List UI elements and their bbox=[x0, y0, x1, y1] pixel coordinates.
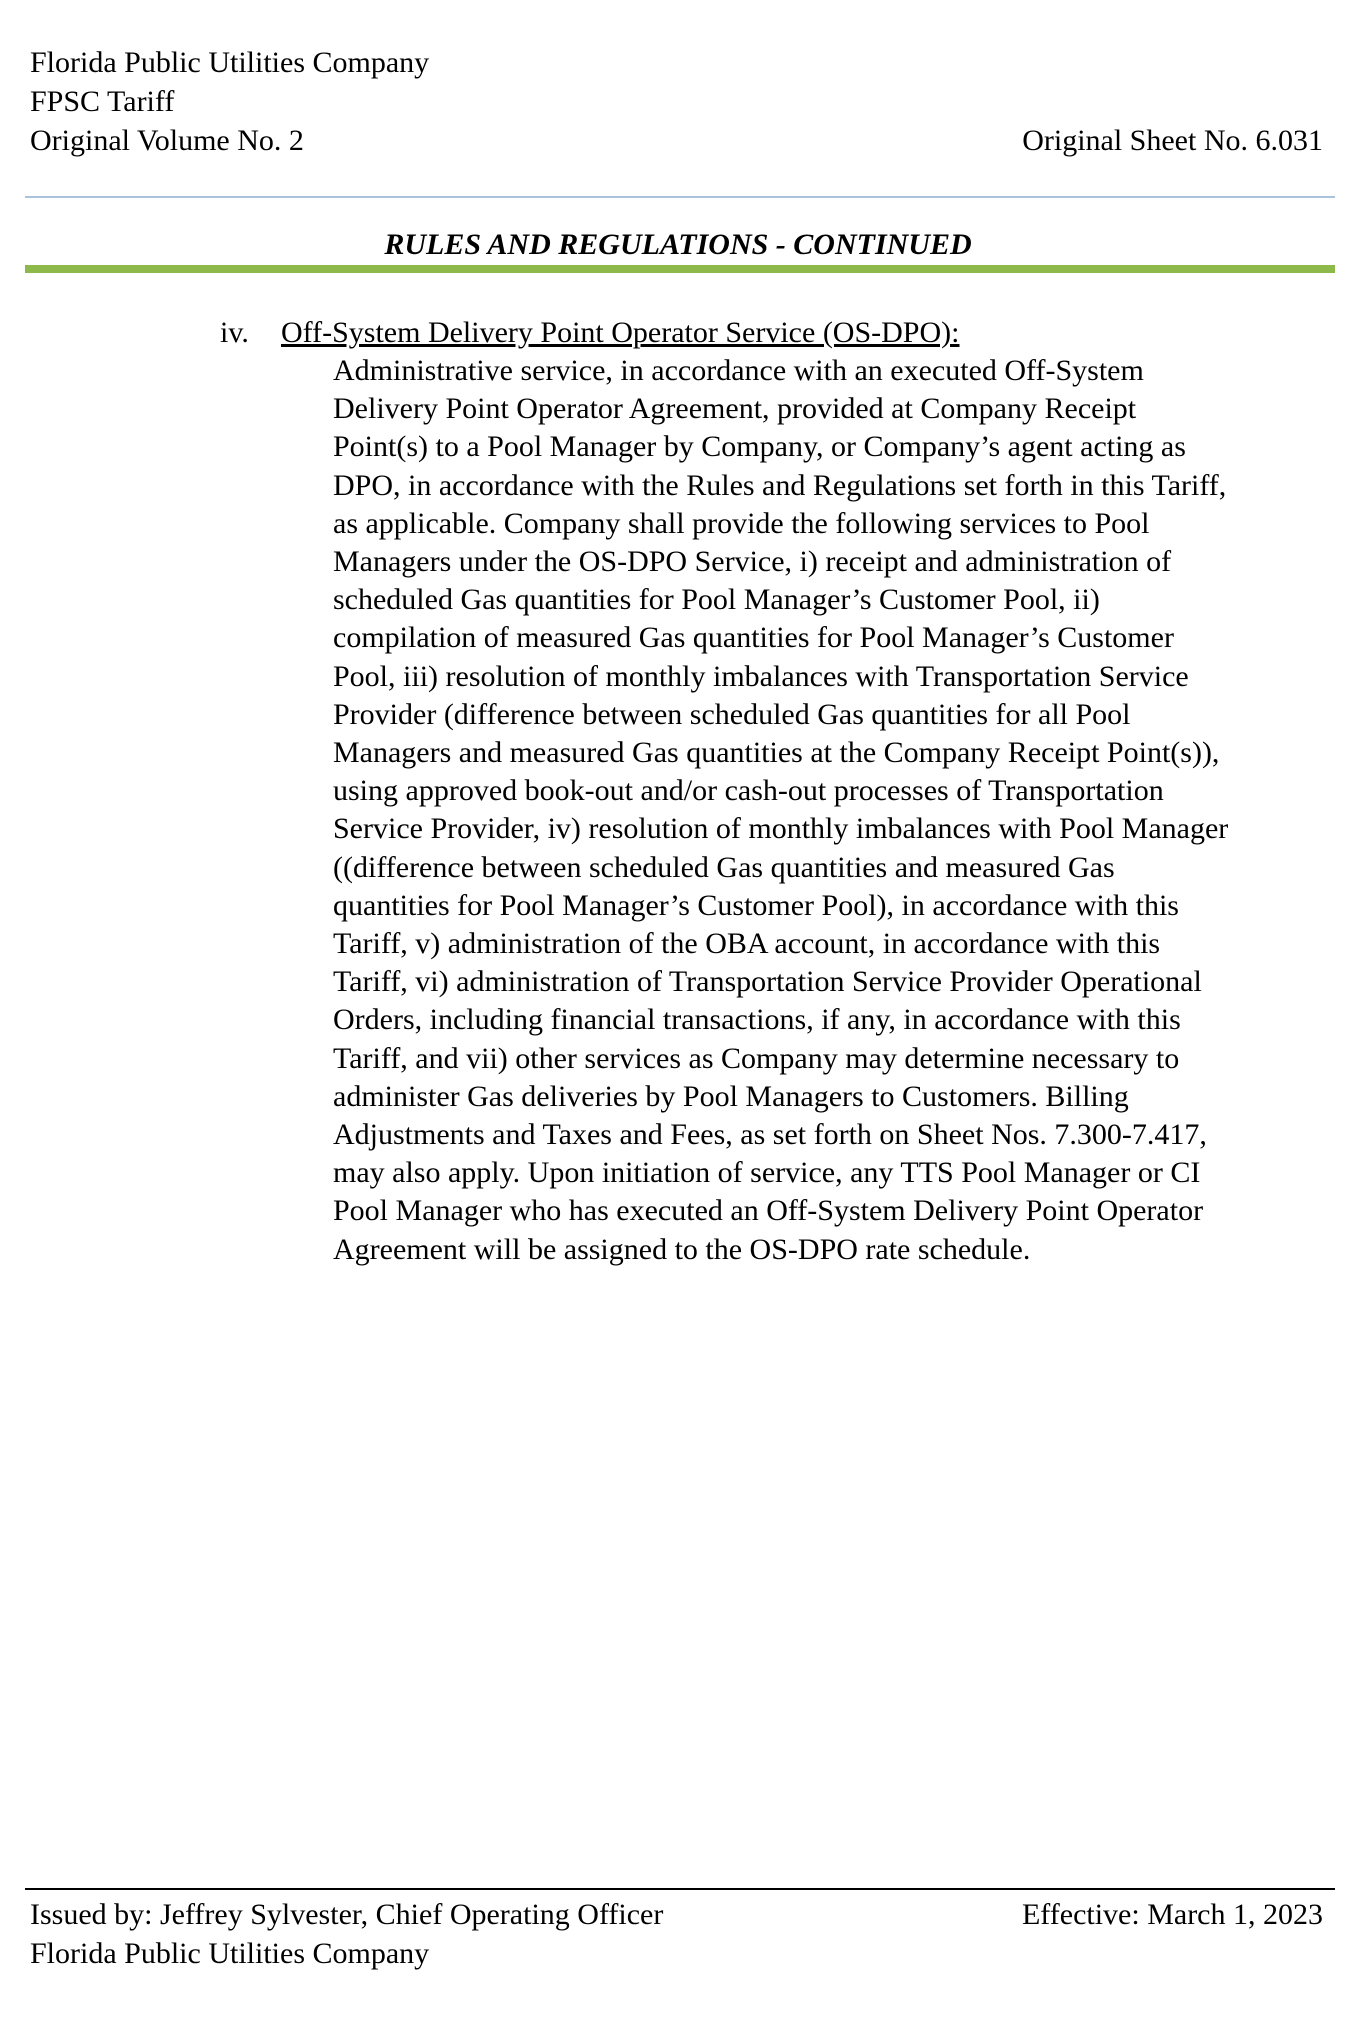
item-body-line: Delivery Point Operator Agreement, provided at Company Receipt bbox=[333, 392, 1137, 426]
item-body-line: Point(s) to a Pool Manager by Company, or Company’s agent acting as bbox=[333, 430, 1186, 464]
item-body-line: scheduled Gas quantities for Pool Manager’s Customer Pool, ii) bbox=[333, 583, 1100, 617]
item-body-line: Tariff, and vii) other services as Company may determine necessary to bbox=[333, 1041, 1180, 1075]
item-body-line: quantities for Pool Manager’s Customer Pool), in accordance with this bbox=[333, 888, 1179, 922]
header-volume: Original Volume No. 2 bbox=[30, 124, 304, 157]
item-body-line: Orders, including financial transactions, if any, in accordance with this bbox=[333, 1003, 1181, 1037]
footer-divider bbox=[25, 1888, 1335, 1890]
item-body-line: Service Provider, iv) resolution of monthly imbalances with Pool Manager bbox=[333, 812, 1229, 846]
item-body-line: ((difference between scheduled Gas quantities and measured Gas bbox=[333, 850, 1115, 884]
item-body-line: Pool Manager who has executed an Off-System Delivery Point Operator bbox=[333, 1194, 1204, 1228]
item-body-line: Managers and measured Gas quantities at the Company Receipt Point(s)), bbox=[333, 736, 1220, 770]
item-body bbox=[333, 352, 1343, 1269]
item-body-line: Managers under the OS-DPO Service, i) receipt and administration of bbox=[333, 545, 1172, 579]
section-title: RULES AND REGULATIONS - CONTINUED bbox=[384, 228, 972, 261]
item-body-line: Provider (difference between scheduled Gas quantities for all Pool bbox=[333, 697, 1131, 731]
item-body-line: Administrative service, in accordance with an executed Off-System bbox=[333, 354, 1144, 387]
item-body-line: using approved book-out and/or cash-out processes of Transportation bbox=[333, 774, 1164, 808]
item-body-line: administer Gas deliveries by Pool Managers to Customers. Billing bbox=[333, 1079, 1129, 1113]
item-body-line: Tariff, vi) administration of Transportation Service Provider Operational bbox=[333, 965, 1202, 999]
item-number: iv. bbox=[220, 316, 249, 349]
footer-issued-by: Issued by: Jeffrey Sylvester, Chief Operating Officer bbox=[30, 1898, 664, 1931]
footer-company: Florida Public Utilities Company bbox=[30, 1937, 430, 1970]
header-sheet-number: Original Sheet No. 6.031 bbox=[1022, 124, 1323, 157]
item-body-line: Tariff, v) administration of the OBA account, in accordance with this bbox=[333, 927, 1161, 961]
item-body-line: DPO, in accordance with the Rules and Regulations set forth in this Tariff, bbox=[333, 468, 1227, 502]
item-heading: Off-System Delivery Point Operator Service (OS-DPO): bbox=[281, 316, 960, 349]
item-body-line: Adjustments and Taxes and Fees, as set forth on Sheet Nos. 7.300-7.417, bbox=[333, 1118, 1207, 1152]
header-divider bbox=[25, 196, 1335, 198]
header-company: Florida Public Utilities Company bbox=[30, 46, 430, 79]
footer-effective-date: Effective: March 1, 2023 bbox=[1021, 1898, 1323, 1931]
section-divider bbox=[25, 265, 1335, 273]
item-body-line: compilation of measured Gas quantities for Pool Manager’s Customer bbox=[333, 621, 1174, 655]
item-body-line: as applicable. Company shall provide the following services to Pool bbox=[333, 506, 1150, 540]
header-tariff: FPSC Tariff bbox=[30, 85, 175, 118]
item-body-line: may also apply. Upon initiation of service, any TTS Pool Manager or CI bbox=[333, 1156, 1201, 1190]
item-body-line: Agreement will be assigned to the OS-DPO rate schedule. bbox=[333, 1232, 1031, 1266]
item-body-line: Pool, iii) resolution of monthly imbalances with Transportation Service bbox=[333, 659, 1189, 693]
